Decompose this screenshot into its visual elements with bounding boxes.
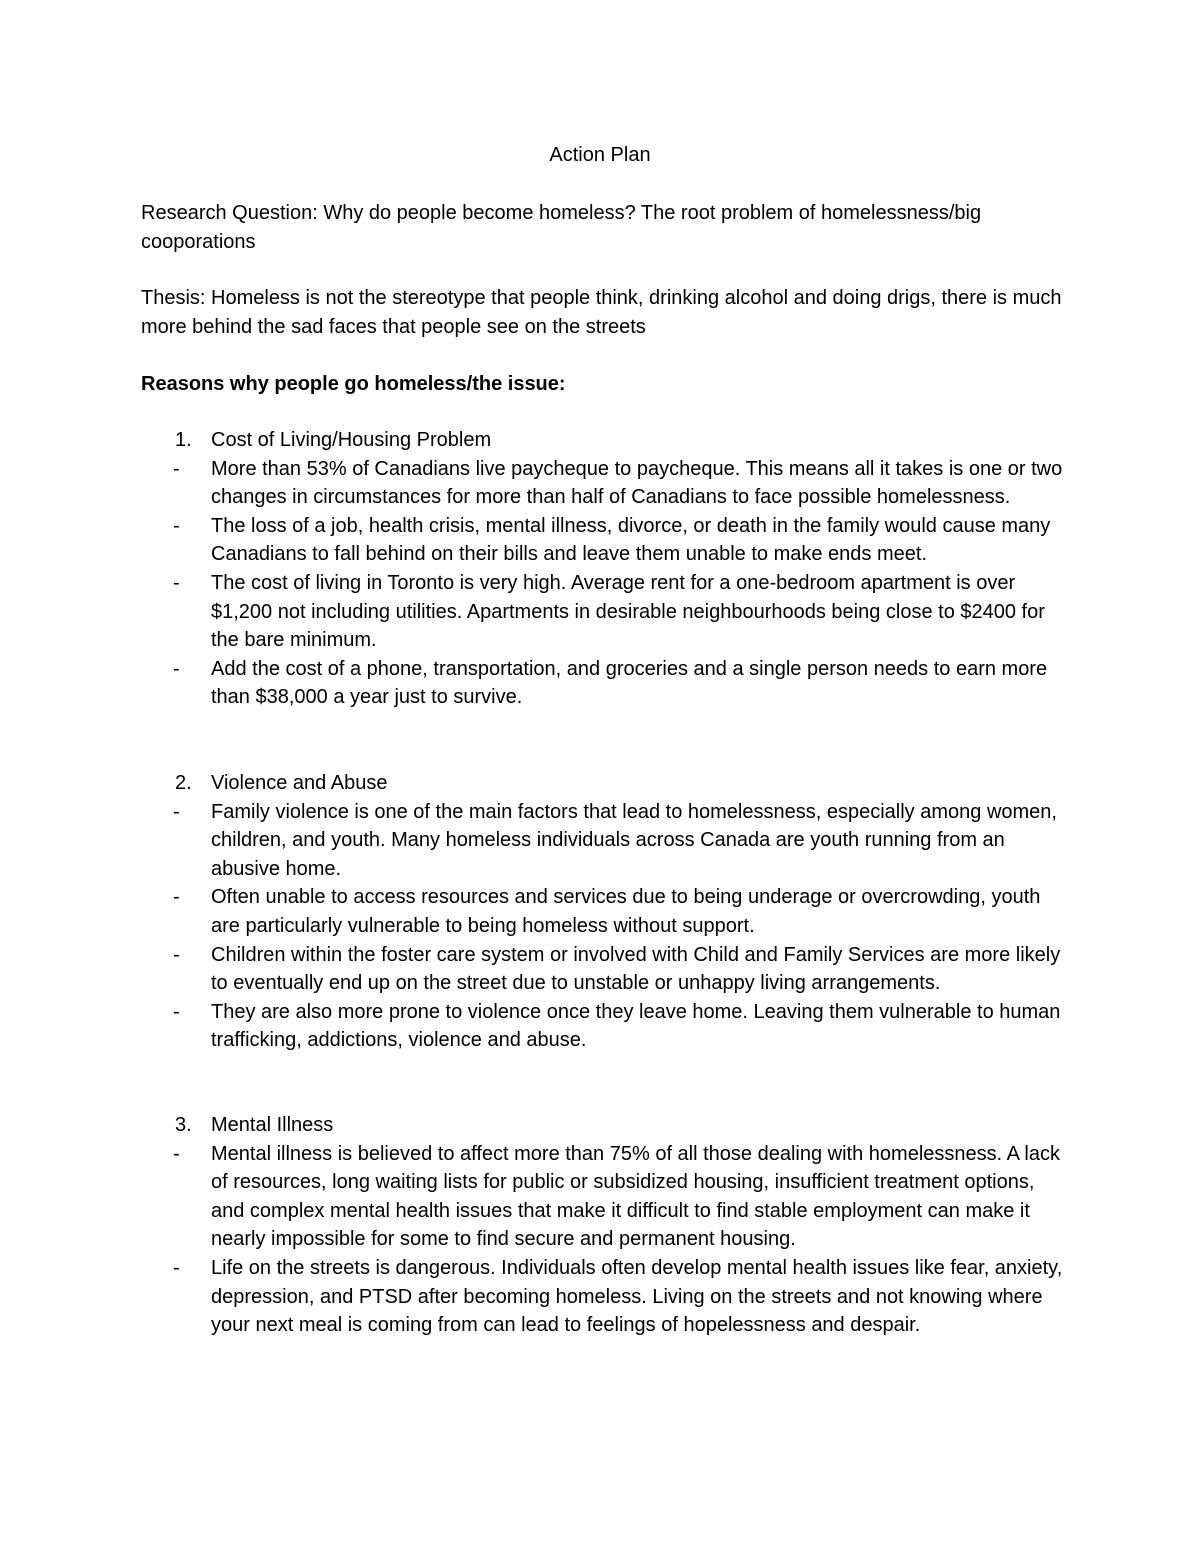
dash-marker: - xyxy=(173,1256,180,1279)
section-heading xyxy=(141,426,1071,455)
bullet-text: Mental illness is believed to affect more than 75% of all those dealing with homelessness. A lack of resources, long waiting lists for public or subsidized housing, insufficient treatment options, and complex mental health issues that make it difficult to find stable employment can make it nearly impossible for some to find secure and permanent housing. xyxy=(211,1142,1060,1251)
section-heading xyxy=(141,1111,1071,1140)
bullet-item xyxy=(141,655,1071,712)
dash-marker: - xyxy=(173,457,180,480)
bullet-item xyxy=(141,798,1071,884)
bullet-text: The loss of a job, health crisis, mental illness, divorce, or death in the family would cause many Canadians to fall behind on their bills and leave them unable to make ends meet. xyxy=(211,514,1051,566)
section-cost-of-living xyxy=(141,426,1071,712)
dash-marker: - xyxy=(173,571,180,594)
section-heading-text: Violence and Abuse xyxy=(211,772,388,794)
dash-marker: - xyxy=(173,657,180,680)
bullet-item xyxy=(141,1140,1071,1254)
bullet-item xyxy=(141,512,1071,569)
section-mental-illness xyxy=(141,1111,1071,1340)
bullet-text: Often unable to access resources and services due to being underage or overcrowding, youth are particularly vulnerable to being homeless without support. xyxy=(211,886,1041,937)
dash-marker: - xyxy=(173,514,180,537)
section-heading-text: Mental Illness xyxy=(211,1114,334,1136)
section-heading xyxy=(141,769,1071,798)
dash-marker: - xyxy=(173,943,180,966)
bullet-item xyxy=(141,941,1071,998)
dash-marker: - xyxy=(173,886,180,909)
dash-marker: - xyxy=(173,800,180,823)
bullet-text: More than 53% of Canadians live paycheque to paycheque. This means all it takes is one or two changes in circumstances for more than half of Canadians to face possible homelessness. xyxy=(211,457,1063,509)
document-title: Action Plan xyxy=(549,144,651,166)
bullet-text: They are also more prone to violence once they leave home. Leaving them vulnerable to human trafficking, addictions, violence and abuse. xyxy=(211,1000,1061,1052)
section-violence-and-abuse xyxy=(141,769,1071,1055)
bullet-text: Add the cost of a phone, transportation, and groceries and a single person needs to earn more than $38,000 a year just to survive. xyxy=(211,657,1048,709)
list-number: 3. xyxy=(175,1114,192,1136)
research-question: Research Question: Why do people become homeless? The root problem of homelessness/big cooporations xyxy=(141,202,982,253)
bullet-text: The cost of living in Toronto is very high. Average rent for a one-bedroom apartment is over $1,200 not including utilities. Apartments in desirable neighbourhoods being close to $2400 for the bare minimum. xyxy=(211,571,1045,652)
bullet-item xyxy=(141,1254,1071,1340)
bullet-item xyxy=(141,569,1071,655)
bullet-text: Family violence is one of the main factors that lead to homelessness, especially among women, children, and youth. Many homeless individuals across Canada are youth running from an abusive home. xyxy=(211,800,1057,880)
reasons-heading: Reasons why people go homeless/the issue: xyxy=(141,373,566,395)
bullet-item xyxy=(141,883,1071,940)
bullet-item xyxy=(141,998,1071,1055)
bullet-item xyxy=(141,455,1071,512)
thesis-statement: Thesis: Homeless is not the stereotype that people think, drinking alcohol and doing drigs, there is much more behind the sad faces that people see on the streets xyxy=(141,287,1062,338)
dash-marker: - xyxy=(173,1142,180,1165)
list-number: 2. xyxy=(175,772,192,794)
list-number: 1. xyxy=(175,429,192,451)
bullet-text: Life on the streets is dangerous. Individuals often develop mental health issues like fear, anxiety, depression, and PTSD after becoming homeless. Living on the streets and not knowing where your next meal is coming from can lead to feelings of hopelessness and despair. xyxy=(211,1256,1063,1337)
dash-marker: - xyxy=(173,1000,180,1023)
bullet-text: Children within the foster care system or involved with Child and Family Services are more likely to eventually end up on the street due to unstable or unhappy living arrangements. xyxy=(211,943,1061,995)
section-heading-text: Cost of Living/Housing Problem xyxy=(211,429,492,451)
